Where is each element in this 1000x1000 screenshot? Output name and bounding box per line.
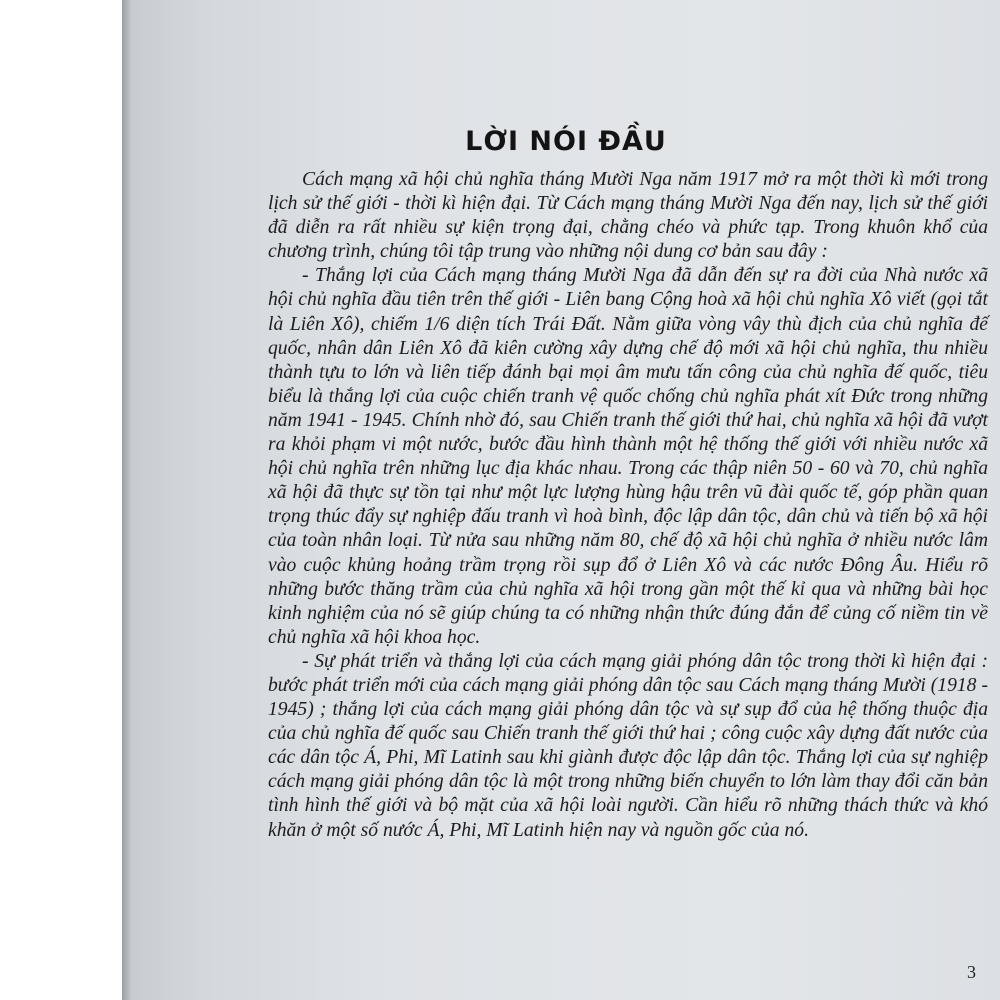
page-title: LỜI NÓI ĐẦU [465, 126, 667, 158]
paragraph-3: - Sự phát triển và thắng lợi của cách mạng giải phóng dân tộc trong thời kì hiện đại : bước phát triển mới của cách mạng giải phóng dân tộc sau Cách mạng tháng Mười (1918 - 1945) ; thắng lợi của cách mạng giải phóng dân tộc và sự sụp đổ của hệ thống thuộc địa của chủ nghĩa đế quốc sau Chiến tranh thế giới thứ hai ; công cuộc xây dựng đất nước của các dân tộc Á, Phi, Mĩ Latinh sau khi giành được độc lập dân tộc. Thắng lợi của sự nghiệp cách mạng giải phóng dân tộc là một trong những biến chuyển to lớn làm thay đổi căn bản tình hình thế giới và bộ mặt của xã hội loài người. Cần hiểu rõ những thách thức và khó khăn ở một số nước Á, Phi, Mĩ Latinh hiện nay và nguồn gốc của nó. [268, 650, 988, 841]
facing-page [0, 0, 122, 1000]
paragraph-1: Cách mạng xã hội chủ nghĩa tháng Mười Nga năm 1917 mở ra một thời kì mới trong lịch sử thế giới - thời kì hiện đại. Từ Cách mạng tháng Mười Nga đến nay, lịch sử thế giới đã diễn ra rất nhiều sự kiện trọng đại, chằng chéo và phức tạp. Trong khuôn khổ của chương trình, chúng tôi tập trung vào những nội dung cơ bản sau đây : [268, 169, 988, 263]
page-number: 3 [967, 962, 976, 982]
book-spine [122, 0, 132, 1000]
book-page [132, 0, 1000, 1000]
body-text [268, 168, 988, 843]
paragraph-2: - Thắng lợi của Cách mạng tháng Mười Nga đã dẫn đến sự ra đời của Nhà nước xã hội chủ nghĩa đầu tiên trên thế giới - Liên bang Cộng hoà xã hội chủ nghĩa Xô viết (gọi tắt là Liên Xô), chiếm 1/6 diện tích Trái Đất. Nằm giữa vòng vây thù địch của chủ nghĩa đế quốc, nhân dân Liên Xô đã kiên cường xây dựng chế độ mới xã hội chủ nghĩa, thu nhiều thành tựu to lớn và liên tiếp đánh bại mọi âm mưu tấn công của chủ nghĩa đế quốc, tiêu biểu là thắng lợi của cuộc chiến tranh vệ quốc chống chủ nghĩa phát xít Đức trong những năm 1941 - 1945. Chính nhờ đó, sau Chiến tranh thế giới thứ hai, chủ nghĩa xã hội đã vượt ra khỏi phạm vi một nước, bước đầu hình thành một hệ thống thế giới với nhiều nước xã hội chủ nghĩa trên những lục địa khác nhau. Trong các thập niên 50 - 60 và 70, chủ nghĩa xã hội đã thực sự tồn tại như một lực lượng hùng hậu trên vũ đài quốc tế, góp phần quan trọng thúc đẩy sự nghiệp đấu tranh vì hoà bình, độc lập dân tộc, dân chủ và tiến bộ xã hội của toàn nhân loại. Từ nửa sau những năm 80, chế độ xã hội chủ nghĩa ở nhiều nước lâm vào cuộc khủng hoảng trầm trọng rồi sụp đổ ở Liên Xô và các nước Đông Âu. Hiểu rõ những bước thăng trầm của chủ nghĩa xã hội trong gần một thế kỉ qua và những bài học kinh nghiệm của nó sẽ giúp chúng ta có những nhận thức đúng đắn để củng cố niềm tin về chủ nghĩa xã hội khoa học. [268, 265, 988, 648]
